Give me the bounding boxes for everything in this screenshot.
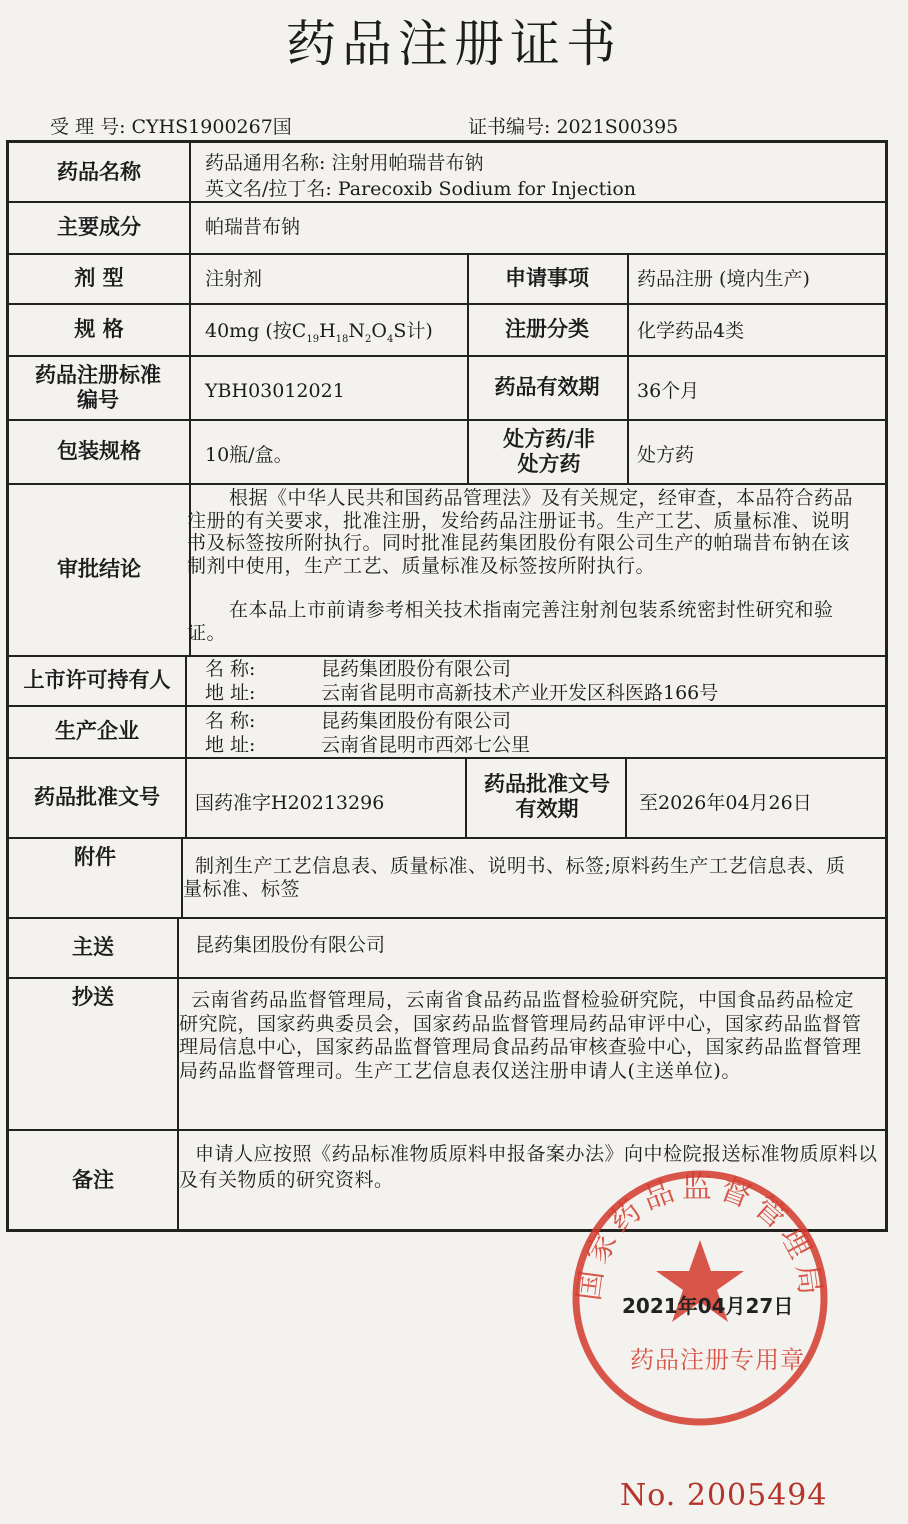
spec-label: 规 格	[74, 316, 124, 341]
row-divider	[9, 977, 885, 979]
cc-recipients: 云南省药品监督管理局，云南省食品药品监督检验研究院，中国食品药品检定研究院，国家药典委员会，国家药品监督管理局药品审评中心，国家药品监督管理局信息中心，国家药品监督管理局食品药品审核查验中心，国家药品监督管理局药品监督管理司。生产工艺信息表仅送注册申请人(主送单位)。	[179, 989, 862, 1082]
main-ingredient-label: 主要成分	[57, 214, 141, 239]
holder-address-line: 地 址: 云南省昆明市高新技术产业开发区科医路166号	[205, 682, 719, 704]
manufacturer-name: 昆药集团股份有限公司	[321, 710, 512, 732]
certificate-number: 证书编号: 2021S00395	[468, 116, 679, 138]
standard-number-label: 药品注册标准编号	[35, 363, 161, 412]
main-ingredient: 帕瑞昔布钠	[205, 216, 301, 238]
main-recipient-label: 主送	[72, 934, 114, 959]
validity: 36个月	[637, 380, 700, 402]
conclusion-label: 审批结论	[57, 556, 141, 581]
column-divider	[465, 757, 467, 837]
holder-address: 云南省昆明市高新技术产业开发区科医路166号	[321, 682, 719, 704]
standard-number: YBH03012021	[205, 380, 345, 402]
attachment: 制剂生产工艺信息表、质量标准、说明书、标签;原料药生产工艺信息表、质量标准、标签	[183, 855, 846, 900]
approval-validity-label: 药品批准文号有效期	[484, 772, 610, 821]
drug-english-name: 英文名/拉丁名: Parecoxib Sodium for Injection	[205, 178, 636, 200]
seal-purpose: 药品注册专用章	[630, 1346, 805, 1374]
cc-label: 抄送	[72, 985, 114, 1009]
manufacturer-label: 生产企业	[55, 718, 139, 743]
rx-type: 处方药	[637, 444, 695, 466]
manufacturer-address: 云南省昆明市西郊七公里	[321, 734, 531, 756]
package-label: 包装规格	[57, 438, 141, 463]
column-divider	[185, 655, 187, 837]
row-divider	[9, 837, 885, 839]
acceptance-number: 受 理 号: CYHS1900267国	[50, 116, 292, 138]
dosage-form: 注射剂	[205, 268, 263, 290]
conclusion-paragraph-2: 在本品上市前请参考相关技术指南完善注射剂包装系统密封性研究和验证。	[187, 599, 834, 644]
drug-generic-name: 药品通用名称: 注射用帕瑞昔布钠	[205, 152, 484, 174]
registration-class: 化学药品4类	[637, 320, 745, 342]
application: 药品注册 (境内生产)	[637, 268, 810, 290]
rx-label: 处方药/非处方药	[503, 427, 595, 476]
manufacturer-name-line: 名 称: 昆药集团股份有限公司	[205, 710, 512, 732]
registration-class-label: 注册分类	[505, 316, 589, 341]
manufacturer-address-line: 地 址: 云南省昆明市西郊七公里	[205, 734, 531, 756]
application-label: 申请事项	[505, 265, 589, 290]
attachment-label: 附件	[74, 845, 116, 869]
drug-name-label: 药品名称	[57, 159, 141, 184]
package: 10瓶/盒。	[205, 444, 293, 466]
holder-label: 上市许可持有人	[23, 667, 171, 692]
document-title: 药品注册证书	[286, 15, 622, 73]
remarks-label: 备注	[72, 1167, 114, 1192]
column-divider	[627, 253, 629, 483]
column-divider	[625, 757, 627, 837]
validity-label: 药品有效期	[494, 374, 600, 399]
conclusion-paragraph-1: 根据《中华人民共和国药品管理法》及有关规定，经审查，本品符合药品注册的有关要求，批准注册，发给药品注册证书。生产工艺、质量标准、说明书及标签按所附执行。同时批准昆药集团股份有限公司生产的帕瑞昔布钠在该制剂中使用，生产工艺、质量标准及标签按所附执行。	[187, 487, 854, 577]
seal-date: 2021年04月27日	[622, 1294, 794, 1318]
seal-org-name: 国家药品监督管理局	[571, 1169, 829, 1303]
approval-number: 国药准字H20213296	[195, 792, 385, 814]
certificate-table	[6, 140, 888, 1232]
approval-number-label: 药品批准文号	[34, 784, 160, 809]
dosage-form-label: 剂 型	[74, 265, 124, 290]
spec-value: 40mg (按$C_{19}H_{18}N_2O_4S$计)	[205, 320, 433, 345]
serial-number: No. 2005494	[620, 1478, 828, 1513]
remarks: 申请人应按照《药品标准物质原料申报备案办法》向中检院报送标准物质原料以及有关物质的研究资料。	[179, 1143, 878, 1191]
approval-validity: 至2026年04月26日	[639, 792, 812, 814]
holder-name: 昆药集团股份有限公司	[321, 658, 512, 680]
main-recipient: 昆药集团股份有限公司	[195, 934, 386, 956]
column-divider	[189, 143, 191, 655]
holder-name-line: 名 称: 昆药集团股份有限公司	[205, 658, 512, 680]
